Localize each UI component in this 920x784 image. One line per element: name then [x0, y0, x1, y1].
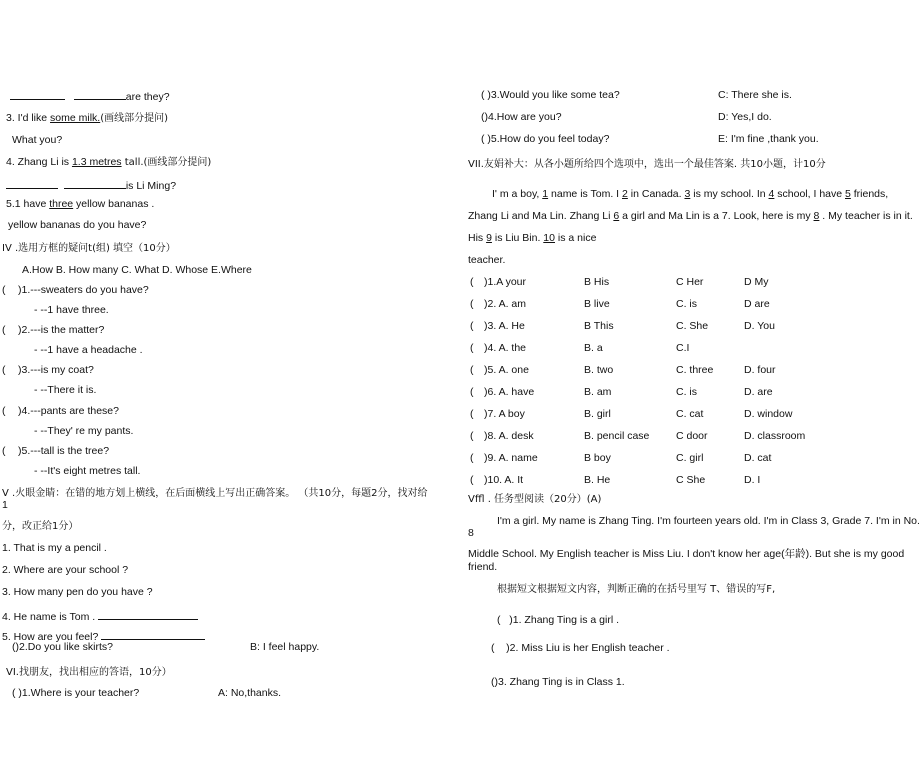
cloze-blank-10: 10	[543, 232, 555, 244]
fill-question-1: )1.---sweaters do you have?	[18, 284, 149, 296]
answer-paren[interactable]: (	[470, 342, 474, 354]
mc-option-b: B. am	[584, 386, 612, 398]
q2-tail: are they?	[125, 91, 170, 103]
fill-response-4: - --They' re my pants.	[34, 425, 134, 437]
error-item-2: 2. Where are your school ?	[2, 564, 129, 576]
q5-underlined: three	[49, 198, 74, 210]
section-5-title-cont: 1	[2, 499, 8, 511]
section-8-title: Vffl . 任务型阅读（20分）(A)	[468, 494, 602, 505]
mc-option-b: B. a	[584, 342, 603, 354]
answer-paren[interactable]: (	[470, 452, 474, 464]
cloze-text: . My teacher is in it.	[819, 210, 913, 222]
answer-paren[interactable]: (	[470, 408, 474, 420]
mc-question-4: )4. A. the	[484, 342, 527, 354]
mc-option-c: C. is	[676, 298, 697, 310]
match-q4: ()4.How are you?	[481, 111, 562, 123]
answer-paren[interactable]: (	[2, 364, 6, 376]
q4-instruction: tall.(画线部分提问)	[121, 157, 212, 168]
answer-blank[interactable]	[64, 178, 126, 189]
answer-paren[interactable]: (	[470, 430, 474, 442]
reading-line-2: Middle School. My English teacher is Miss Liu. I don't know her age(年龄). But she is my good friend.	[468, 548, 905, 573]
cloze-blank-5: 5	[845, 188, 851, 200]
mc-question-8: )8. A. desk	[484, 430, 534, 442]
match-q3: ( )3.Would you like some tea?	[481, 89, 620, 101]
mc-question-7: )7. A boy	[484, 408, 525, 420]
answer-paren[interactable]: (	[470, 364, 474, 376]
cloze-text: in Canada.	[627, 188, 685, 200]
cloze-text: is a nice	[554, 232, 597, 244]
mc-question-3: )3. A. He	[484, 320, 525, 332]
q4-pre: 4. Zhang Li is	[6, 156, 72, 168]
q5-post: yellow bananas .	[73, 198, 155, 210]
mc-question-1: )1.A your	[484, 276, 527, 288]
mc-option-b: B boy	[584, 452, 611, 464]
cloze-text: is Liu Bin.	[491, 232, 544, 244]
cloze-blank-9: 9	[486, 232, 492, 244]
q4-tail: is Li Ming?	[125, 180, 177, 192]
cloze-blank-3: 3	[684, 188, 691, 200]
section-5-title-end: 分，改正给1分）	[2, 521, 79, 532]
mc-option-c: C. is	[676, 386, 697, 398]
mc-option-d: D. cat	[744, 452, 772, 464]
match-q1: ( )1.Where is your teacher?	[12, 687, 140, 699]
match-answer-a: A: No,thanks.	[218, 687, 282, 699]
section-4-title: IV .选用方框的疑问t(组) 填空（10分）	[2, 243, 176, 254]
mc-option-c: C door	[676, 430, 708, 442]
match-answer-b: B: I feel happy.	[250, 641, 320, 653]
match-q5: ( )5.How do you feel today?	[481, 133, 610, 145]
answer-blank[interactable]	[74, 89, 126, 100]
cloze-text: I' m a boy,	[492, 188, 543, 200]
mc-question-5: )5. A. one	[484, 364, 529, 376]
cloze-line-4: teacher.	[468, 254, 506, 266]
match-q2: ()2.Do you like skirts?	[12, 641, 113, 653]
fill-response-2: - --1 have a headache .	[34, 344, 143, 356]
mc-question-9: )9. A. name	[484, 452, 538, 464]
answer-paren[interactable]: (	[470, 298, 474, 310]
question-4	[6, 156, 211, 169]
cloze-blank-1: 1	[542, 188, 549, 200]
q3-instruction: (画线部分提问)	[100, 113, 169, 124]
mc-question-2: )2. A. am	[484, 298, 527, 310]
cloze-blank-8: 8	[813, 210, 820, 222]
mc-option-c: C. cat	[676, 408, 704, 420]
error-item-1: 1. That is my a pencil .	[2, 542, 107, 554]
cloze-text: His	[468, 232, 487, 244]
answer-blank[interactable]	[10, 89, 65, 100]
fill-response-3: - --There it is.	[34, 384, 97, 396]
fill-question-3: )3.---is my coat?	[18, 364, 94, 376]
q4-underlined: 1.3 metres	[71, 156, 122, 168]
mc-option-b: B. girl	[584, 408, 611, 420]
fill-response-1: - --1 have three.	[34, 304, 109, 316]
mc-option-c: C. She	[676, 320, 709, 332]
section-7-title: VII.友娟补大：从各小题所给四个选项中，选出一个最佳答案. 共10小题，计10分	[468, 159, 826, 170]
error-item-4	[2, 609, 198, 624]
fill-question-4: )4.---pants are these?	[18, 405, 119, 417]
match-answer-e: E: I'm fine ,thank you.	[718, 133, 819, 145]
mc-option-d: D. are	[744, 386, 773, 398]
mc-option-c: C. three	[676, 364, 714, 376]
mc-option-c: C.I	[676, 342, 690, 354]
mc-option-d: D are	[744, 298, 770, 310]
cloze-text: a girl and Ma Lin is a 7. Look, here is my	[619, 210, 814, 222]
match-answer-d: D: Yes,I do.	[718, 111, 772, 123]
correction-blank[interactable]	[98, 609, 198, 620]
q3-pre: 3. I'd like	[6, 112, 51, 124]
cloze-blank-6: 6	[613, 210, 620, 222]
section-4-options: A.How B. How many C. What D. Whose E.Where	[22, 264, 252, 276]
cloze-text: name is Tom. I	[548, 188, 623, 200]
answer-paren[interactable]: (	[2, 405, 6, 417]
mc-option-d: D My	[744, 276, 769, 288]
section-6-title: VI.找朋友，找出相应的答语，10分）	[6, 667, 172, 678]
cloze-text: is my school. In	[690, 188, 769, 200]
answer-paren[interactable]: (	[2, 284, 6, 296]
question-5	[6, 198, 154, 211]
mc-option-b: B. two	[584, 364, 614, 376]
cloze-line-1	[492, 188, 888, 201]
question-3	[6, 112, 168, 125]
mc-option-b: B. pencil case	[584, 430, 650, 442]
q4-blank-line	[6, 178, 176, 193]
answer-paren[interactable]: (	[470, 320, 474, 332]
tf-statement: )1. Zhang Ting is a girl .	[509, 614, 619, 626]
answer-blank[interactable]	[6, 178, 58, 189]
mc-question-10: )10. A. It	[484, 474, 524, 486]
reading-line-1-cont: 8	[468, 527, 474, 539]
mc-option-d: D. You	[744, 320, 775, 332]
mc-option-c: C. girl	[676, 452, 704, 464]
match-answer-c: C: There she is.	[718, 89, 792, 101]
section-5-title: V .火眼金睛：在错的地方划上横线，在后面横线上写出正确答案。 （共10分，每题2分，找对给	[2, 488, 428, 499]
error-item-text: 5. How are you feel?	[2, 631, 99, 643]
q5-answer: yellow bananas do you have?	[8, 219, 147, 231]
tf-item-2	[491, 642, 670, 655]
cloze-text: Zhang Li and Ma Lin. Zhang Li	[468, 210, 614, 222]
true-false-instruction: 根据短文根据短文内容，判断正确的在括号里写 T、错误的写F,	[497, 584, 776, 595]
mc-option-c: C She	[676, 474, 706, 486]
cloze-line-3	[468, 232, 596, 245]
q3-underlined: some milk.	[50, 112, 101, 124]
error-item-text: 4. He name is Tom .	[2, 611, 96, 623]
mc-option-b: B His	[584, 276, 610, 288]
mc-option-d: D. four	[744, 364, 776, 376]
cloze-line-2	[468, 210, 913, 223]
answer-paren[interactable]: (	[497, 614, 501, 626]
tf-statement: )2. Miss Liu is her English teacher .	[506, 642, 670, 654]
answer-paren[interactable]: (	[2, 445, 6, 457]
mc-option-b: B. He	[584, 474, 611, 486]
cloze-text: friends,	[850, 188, 889, 200]
answer-paren[interactable]: (	[470, 276, 474, 288]
mc-option-b: B live	[584, 298, 610, 310]
mc-option-b: B This	[584, 320, 614, 332]
tf-item-3: ()3. Zhang Ting is in Class 1.	[491, 676, 625, 688]
q2-blank-line	[10, 89, 170, 104]
mc-option-d: D. window	[744, 408, 793, 420]
error-item-3: 3. How many pen do you have ?	[2, 586, 153, 598]
mc-option-d: D. classroom	[744, 430, 806, 442]
mc-question-6: )6. A. have	[484, 386, 535, 398]
correction-blank[interactable]	[101, 629, 205, 640]
answer-paren[interactable]: (	[470, 386, 474, 398]
answer-paren[interactable]: (	[2, 324, 6, 336]
fill-response-5: - --It's eight metres tall.	[34, 465, 141, 477]
cloze-text: school, I have	[774, 188, 845, 200]
q3-answer: What you?	[12, 134, 63, 146]
mc-option-d: D. I	[744, 474, 761, 486]
fill-question-5: )5.---tall is the tree?	[18, 445, 110, 457]
answer-paren[interactable]: (	[491, 642, 495, 654]
answer-paren[interactable]: (	[470, 474, 474, 486]
tf-item-1	[497, 614, 619, 627]
reading-line-1: I'm a girl. My name is Zhang Ting. I'm fourteen years old. I'm in Class 3, Grade 7. I'm in No.	[497, 515, 920, 527]
cloze-blank-2: 2	[622, 188, 628, 200]
mc-option-c: C Her	[676, 276, 704, 288]
cloze-blank-4: 4	[768, 188, 775, 200]
q5-pre: 5.1 have	[6, 198, 50, 210]
fill-question-2: )2.---is the matter?	[18, 324, 105, 336]
